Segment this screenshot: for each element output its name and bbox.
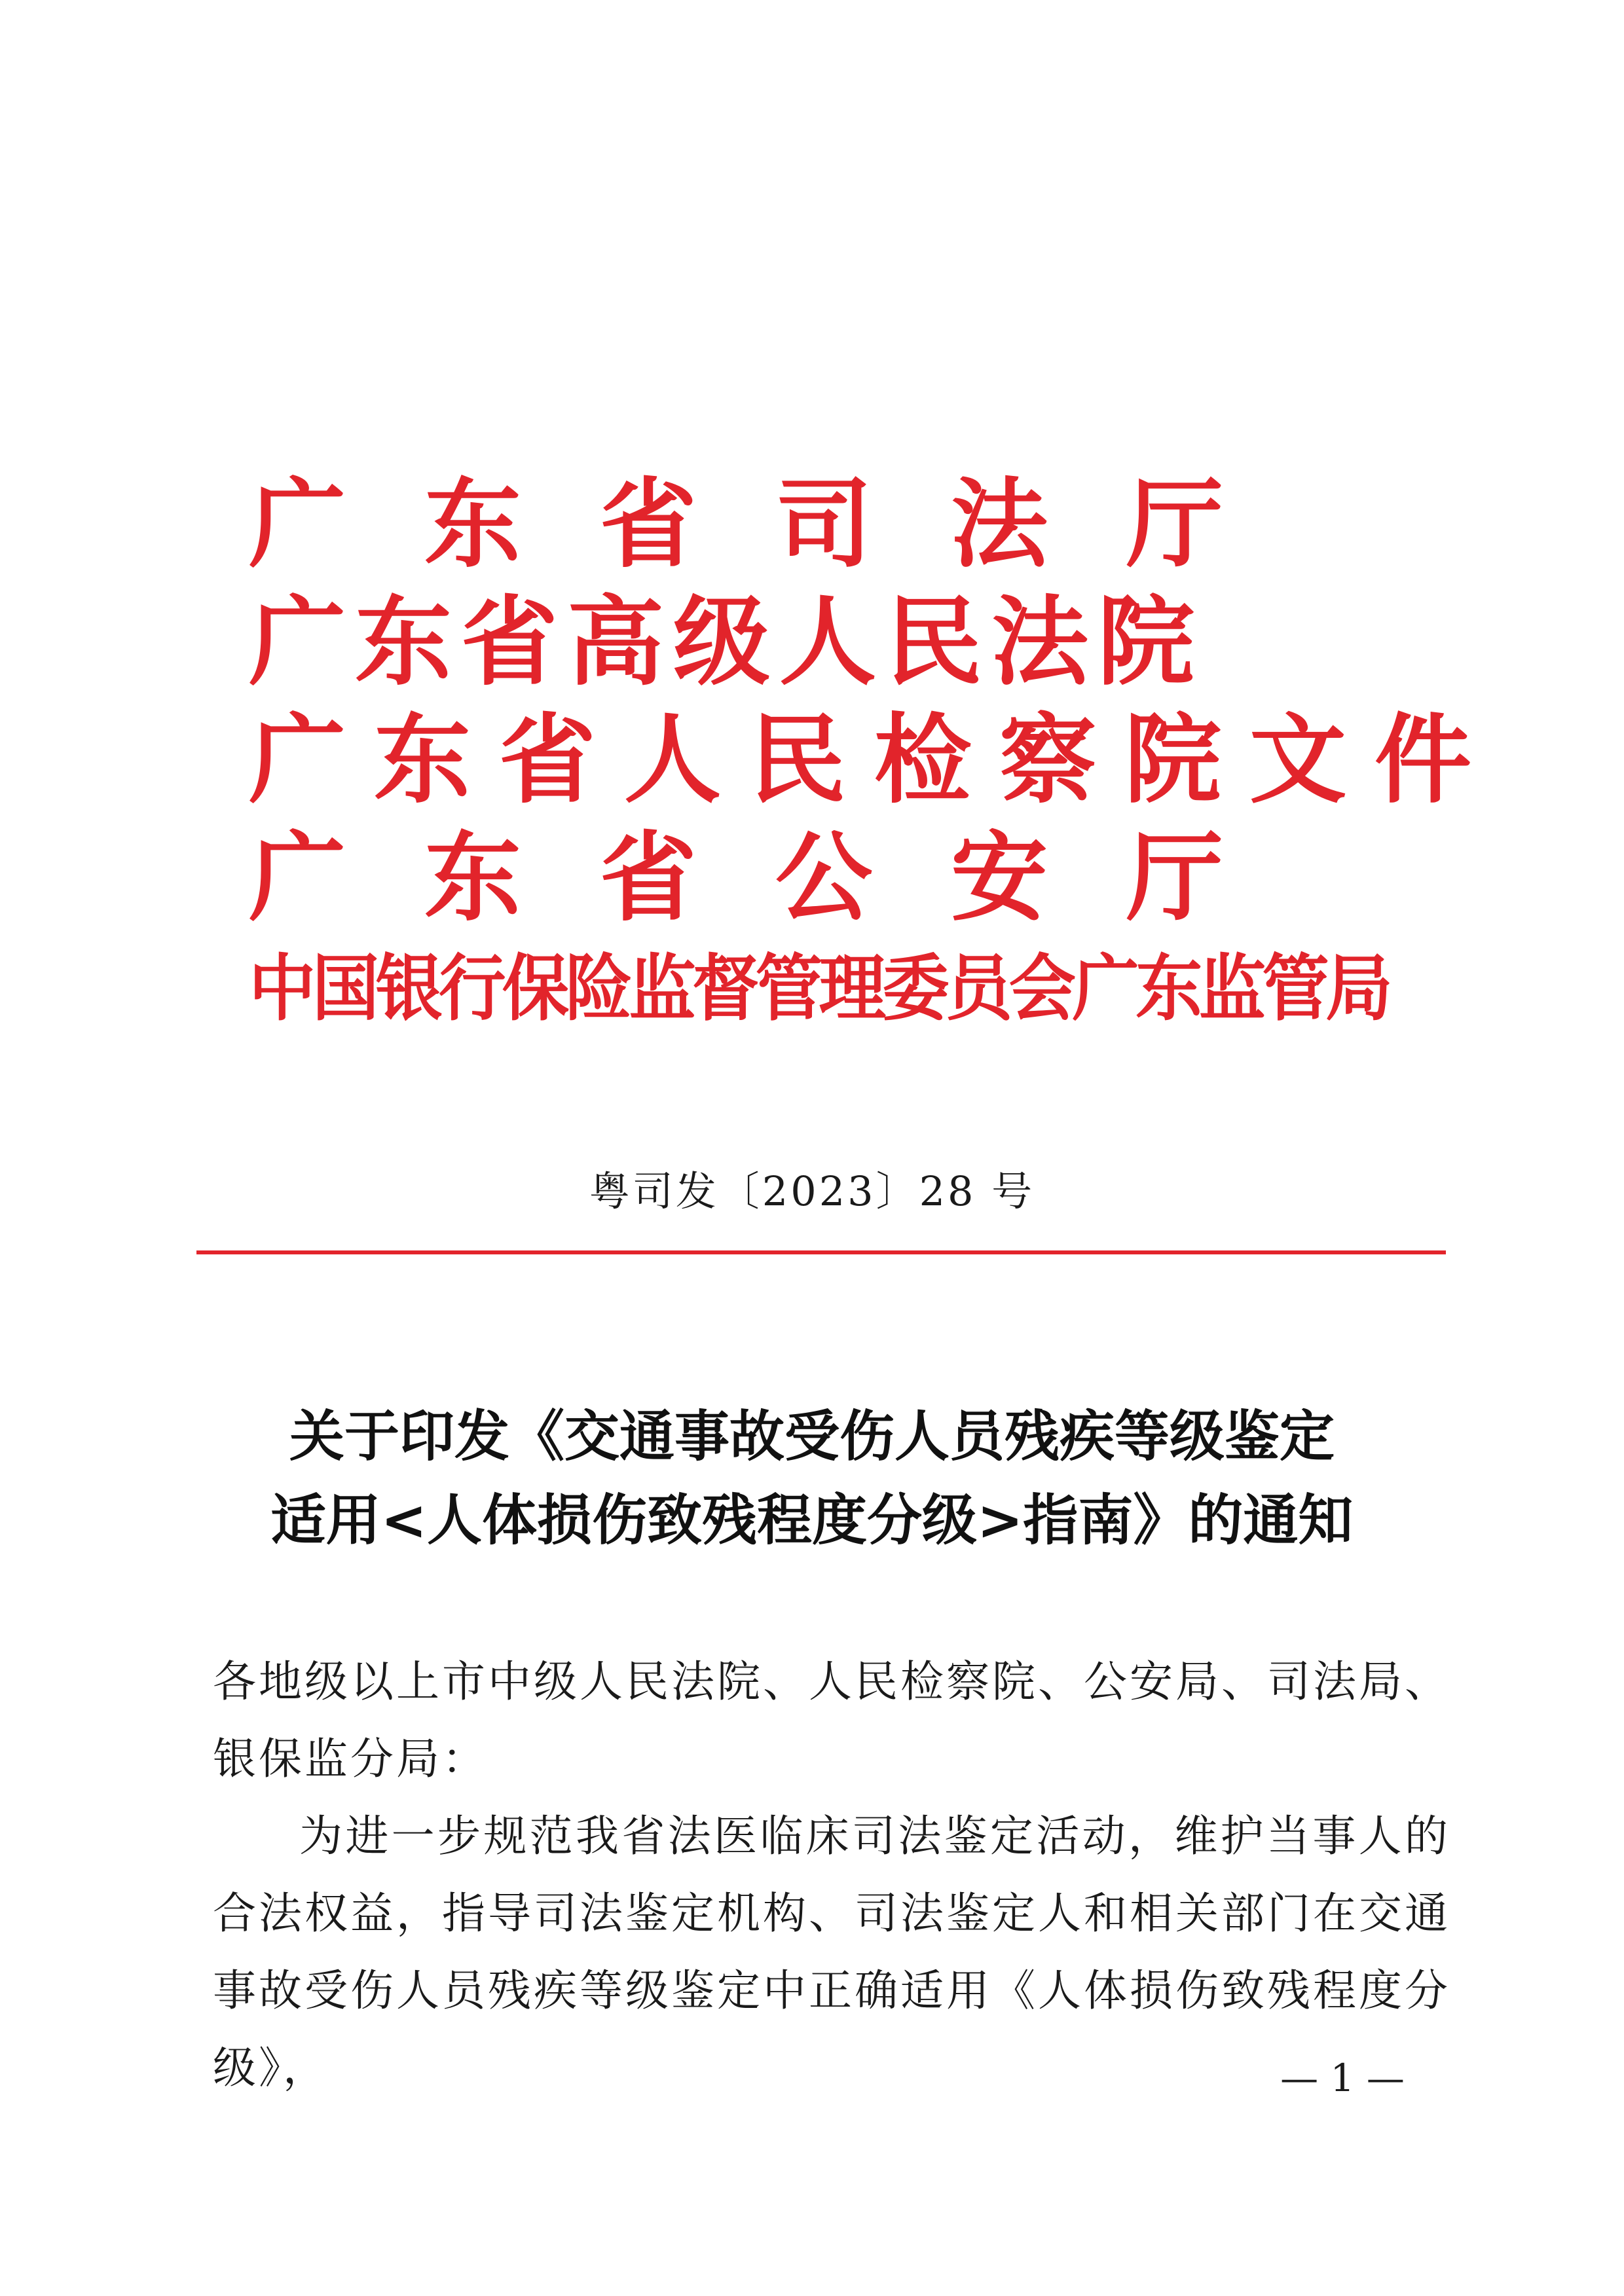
title-line-2: 适用<人体损伤致残程度分级>指南》的通知: [270, 1488, 1354, 1552]
document-title: [0, 1394, 1624, 1562]
document-number: 粤司发〔2023〕28 号: [589, 1167, 1035, 1215]
red-divider: [196, 1250, 1446, 1254]
page-number: — 1 —: [1280, 2056, 1405, 2100]
issuer-public-security: 广东省公安厅: [249, 820, 1302, 934]
issuer-high-court: 广东省高级人民法院: [249, 585, 1204, 699]
title-line-1: 关于印发《交通事故受伤人员残疾等级鉴定: [289, 1404, 1335, 1468]
issuer-justice-department: 广东省司法厅: [249, 467, 1302, 581]
issuer-cbirc-guangdong: 中国银行保险监督管理委员会广东监管局: [249, 947, 1389, 1030]
addressees: 各地级以上市中级人民法院、人民检察院、公安局、司法局、银保监分局：: [213, 1656, 1450, 1784]
issuer-procuratorate: 广东省人民检察院文件: [249, 702, 1500, 816]
body-paragraph-1: 为进一步规范我省法医临床司法鉴定活动，维护当事人的合法权益，指导司法鉴定机构、司法鉴定人和相关部门在交通事故受伤人员残疾等级鉴定中正确适用《人体损伤致残程度分级》，: [213, 1811, 1450, 2093]
document-body: [213, 1643, 1450, 2107]
